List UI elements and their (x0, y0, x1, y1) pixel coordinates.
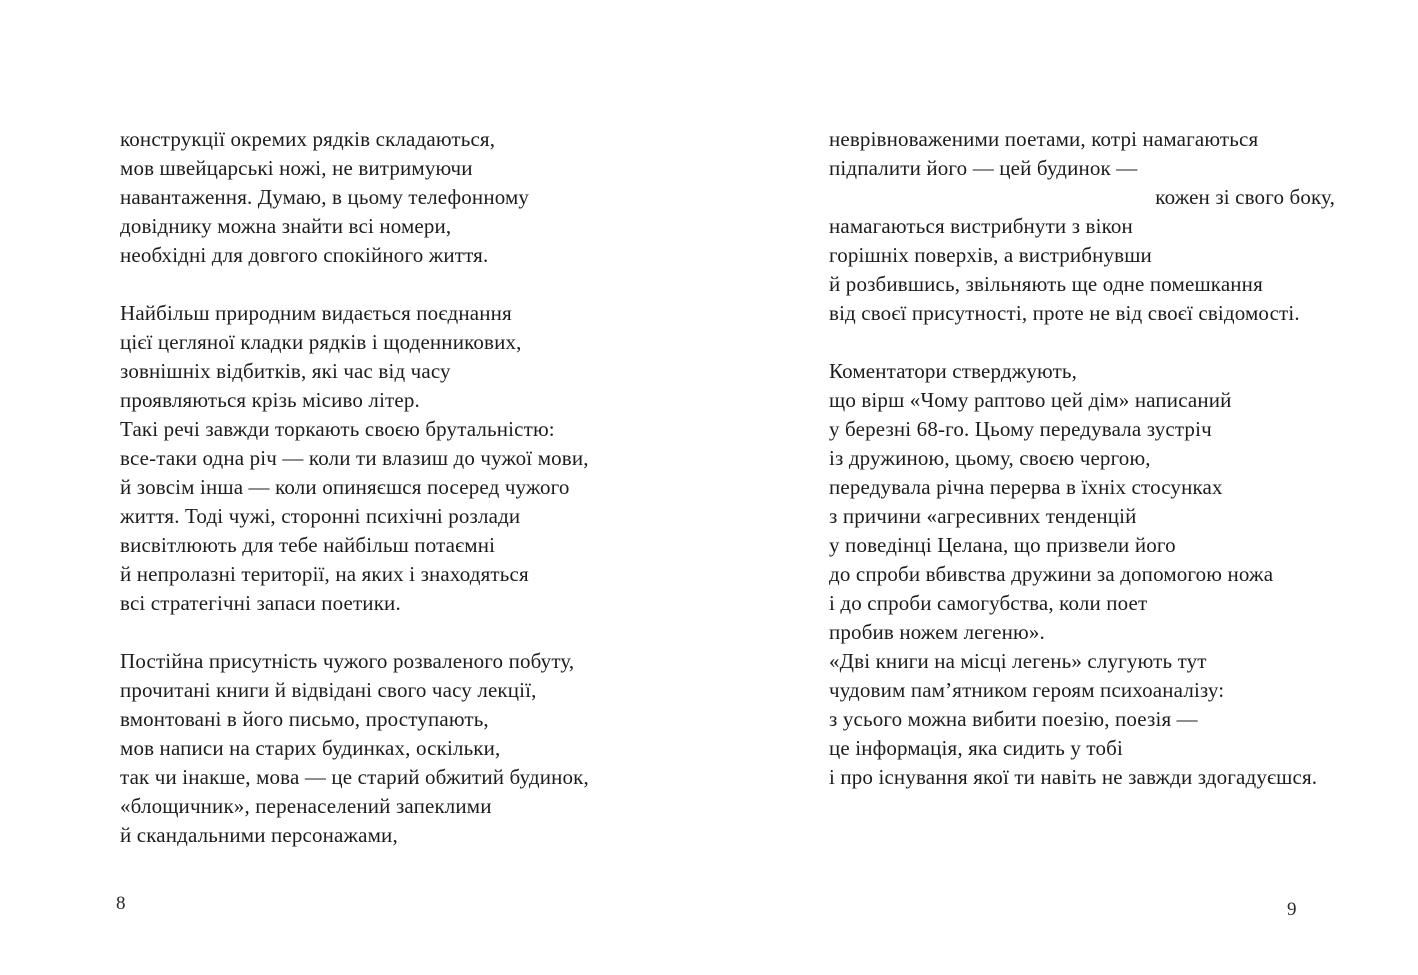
poem-line: проявляються крізь місиво літер. (120, 388, 420, 412)
poem-line: конструкції окремих рядків складаються, (120, 127, 496, 151)
poem-line: у поведінці Целана, що призвели його (829, 533, 1176, 557)
poem-line: Коментатори стверджують, (829, 359, 1078, 383)
poem-line: цієї цегляної кладки рядків і щоденникових, (120, 330, 522, 354)
poem-line: пробив ножем легеню». (829, 620, 1045, 644)
poem-line: довіднику можна знайти всі номери, (120, 214, 452, 238)
poem-line: «блощичник», перенаселений запеклими (120, 794, 492, 818)
poem-line: життя. Тоді чужі, сторонні психічні розлади (120, 504, 521, 528)
poem-line: й скандальними персонажами, (120, 823, 398, 847)
poem-line: із дружиною, цьому, своєю чергою, (829, 446, 1151, 470)
poem-line: все-таки одна річ — коли ти влазиш до чужої мови, (120, 446, 589, 470)
poem-line: «Дві книги на місці легень» слугують тут (829, 649, 1207, 673)
poem-line: підпалити його — цей будинок — (829, 156, 1138, 180)
poem-line: Такі речі завжди торкають своєю брутальністю: (120, 417, 555, 441)
poem-line: намагаються вистрибнути з вікон (829, 214, 1133, 238)
left-stanza-3 (120, 647, 620, 850)
poem-line: так чи інакше, мова — це старий обжитий будинок, (120, 765, 589, 789)
poem-line: вмонтовані в його письмо, проступають, (120, 707, 489, 731)
right-stanza-2 (829, 357, 1335, 792)
poem-line: неврівноваженими поетами, котрі намагаються (829, 127, 1259, 151)
poem-line: всі стратегічні запаси поетики. (120, 591, 401, 615)
poem-line: що вірш «Чому раптово цей дім» написаний (829, 388, 1232, 412)
left-stanza-1 (120, 125, 620, 270)
poem-line: мов написи на старих будинках, оскільки, (120, 736, 501, 760)
poem-line: й зовсім інша — коли опиняєшся посеред чужого (120, 475, 570, 499)
poem-line: і про існування якої ти навіть не завжди здогадуєшся. (829, 765, 1318, 789)
poem-line: й непролазні території, на яких і знаходяться (120, 562, 529, 586)
poem-line: мов швейцарські ножі, не витримуючи (120, 156, 473, 180)
poem-line: з причини «агресивних тенденцій (829, 504, 1137, 528)
poem-line: з усього можна вибити поезію, поезія — (829, 707, 1198, 731)
right-stanza-1 (829, 125, 1335, 328)
poem-line: і до спроби самогубства, коли поет (829, 591, 1148, 615)
poem-line: й розбившись, звільняють ще одне помешкання (829, 272, 1263, 296)
poem-line: чудовим пам’ятником героям психоаналізу: (829, 678, 1225, 702)
left-stanza-2 (120, 299, 620, 618)
poem-line: навантаження. Думаю, в цьому телефонному (120, 185, 530, 209)
poem-line: Найбільш природним видається поєднання (120, 301, 512, 325)
left-page-text (120, 125, 620, 850)
poem-line: передувала річна перерва в їхніх стосунках (829, 475, 1223, 499)
page-number-left: 8 (116, 893, 126, 914)
page-number-right: 9 (1287, 899, 1297, 920)
poem-line: висвітлюють для тебе найбільш потаємні (120, 533, 496, 557)
right-page-text (829, 125, 1335, 792)
poem-line: прочитані книги й відвідані свого часу лекції, (120, 678, 537, 702)
poem-line: необхідні для довгого спокійного життя. (120, 243, 489, 267)
poem-line: у березні 68-го. Цьому передувала зустріч (829, 417, 1212, 441)
poem-line: до спроби вбивства дружини за допомогою ножа (829, 562, 1274, 586)
poem-line: Постійна присутність чужого розваленого побуту, (120, 649, 575, 673)
poem-line: від своєї присутності, проте не від своєї свідомості. (829, 301, 1300, 325)
poem-line: горішніх поверхів, а вистрибнувши (829, 243, 1152, 267)
poem-line: це інформація, яка сидить у тобі (829, 736, 1123, 760)
poem-line-indented: кожен зі свого боку, (1155, 185, 1335, 209)
poem-line: зовнішніх відбитків, які час від часу (120, 359, 451, 383)
